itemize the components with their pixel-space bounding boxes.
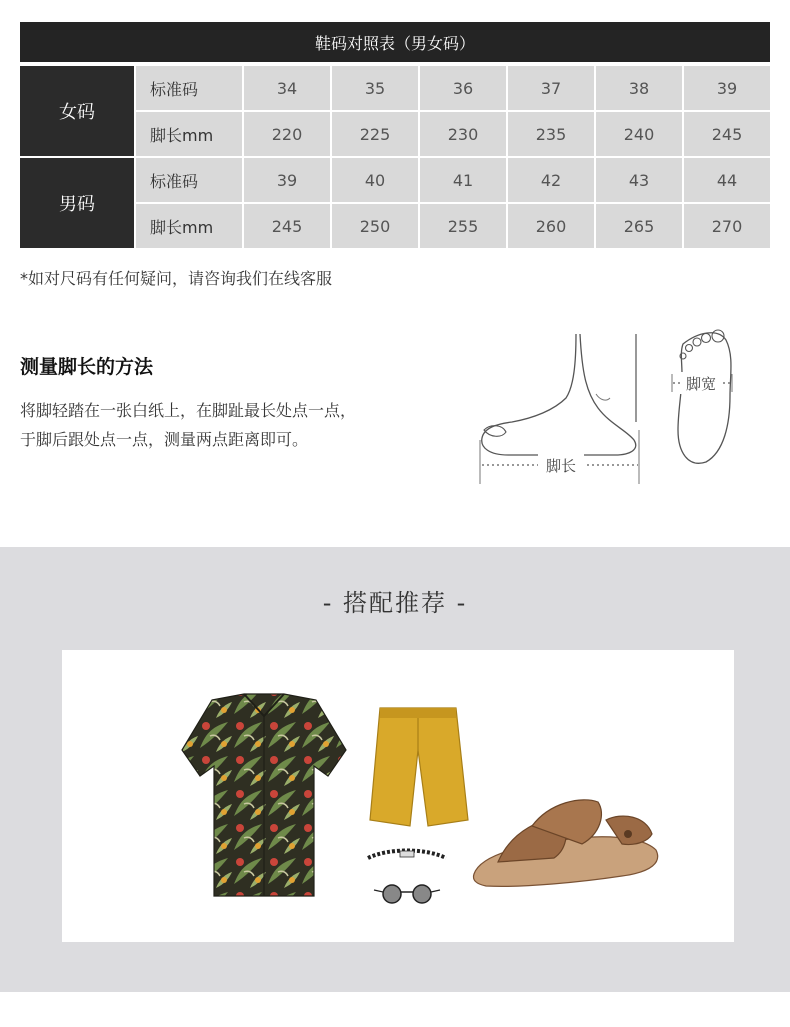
- yellow-shorts: [370, 708, 468, 826]
- measure-line-1: 将脚轻踏在一张白纸上，在脚趾最长处点一点，: [20, 401, 357, 420]
- measure-title: 测量脚长的方法: [20, 356, 154, 378]
- table-cell: 265: [596, 204, 682, 248]
- toe-4: [686, 345, 693, 352]
- table-cell: 270: [684, 204, 770, 248]
- row-label: 标准码: [136, 158, 242, 202]
- size-note: *如对尺码有任何疑问，请咨询我们在线客服: [20, 269, 333, 288]
- table-cell: 235: [508, 112, 594, 156]
- table-cell: 255: [420, 204, 506, 248]
- group-rows: [136, 158, 770, 248]
- table-cell: 35: [332, 66, 418, 110]
- foot-top-outline: [678, 333, 731, 464]
- foot-side-outline: [482, 334, 636, 455]
- toe-3: [693, 338, 701, 346]
- row-label: 脚长mm: [136, 112, 242, 156]
- table-row: [136, 112, 770, 156]
- table-cell: 41: [420, 158, 506, 202]
- table-cell: 37: [508, 66, 594, 110]
- foot-length-label: 脚长: [545, 457, 577, 475]
- group-label: 男码: [20, 158, 134, 248]
- table-cell: 36: [420, 66, 506, 110]
- recommend-title: - 搭配推荐 -: [322, 589, 468, 617]
- bracelet: [368, 851, 446, 859]
- table-cell: 220: [244, 112, 330, 156]
- table-cell: 39: [244, 158, 330, 202]
- table-cell: 225: [332, 112, 418, 156]
- row-label: 标准码: [136, 66, 242, 110]
- table-cell: 34: [244, 66, 330, 110]
- outfit-image: [62, 650, 734, 942]
- table-cell: 250: [332, 204, 418, 248]
- size-chart-title: 鞋码对照表（男女码）: [20, 22, 770, 62]
- table-cell: 245: [684, 112, 770, 156]
- foot-ankle-line: [596, 394, 610, 400]
- toe-2: [702, 334, 711, 343]
- recommend-panel: [62, 650, 734, 942]
- size-group-men: [20, 158, 770, 248]
- table-cell: 43: [596, 158, 682, 202]
- table-cell: 44: [684, 158, 770, 202]
- table-cell: 245: [244, 204, 330, 248]
- measure-line-2: 于脚后跟处点一点，测量两点距离即可。: [20, 430, 309, 449]
- round-sunglasses: [374, 885, 440, 903]
- foot-width-label: 脚宽: [685, 375, 717, 393]
- size-group-women: [20, 66, 770, 156]
- group-label: 女码: [20, 66, 134, 156]
- table-cell: 42: [508, 158, 594, 202]
- table-row: [136, 204, 770, 248]
- table-cell: 240: [596, 112, 682, 156]
- recommend-section: [0, 547, 790, 992]
- foot-measure-illustration: [468, 312, 758, 492]
- table-cell: 230: [420, 112, 506, 156]
- table-row: [136, 158, 770, 202]
- table-row: [136, 66, 770, 110]
- measure-instructions: [20, 396, 460, 454]
- foot-toe-nail: [484, 426, 506, 437]
- size-chart-table: [20, 66, 770, 250]
- brown-sandals: [474, 800, 658, 887]
- table-cell: 40: [332, 158, 418, 202]
- table-cell: 38: [596, 66, 682, 110]
- table-cell: 260: [508, 204, 594, 248]
- group-rows: [136, 66, 770, 156]
- row-label: 脚长mm: [136, 204, 242, 248]
- floral-shirt: [182, 694, 346, 896]
- table-cell: 39: [684, 66, 770, 110]
